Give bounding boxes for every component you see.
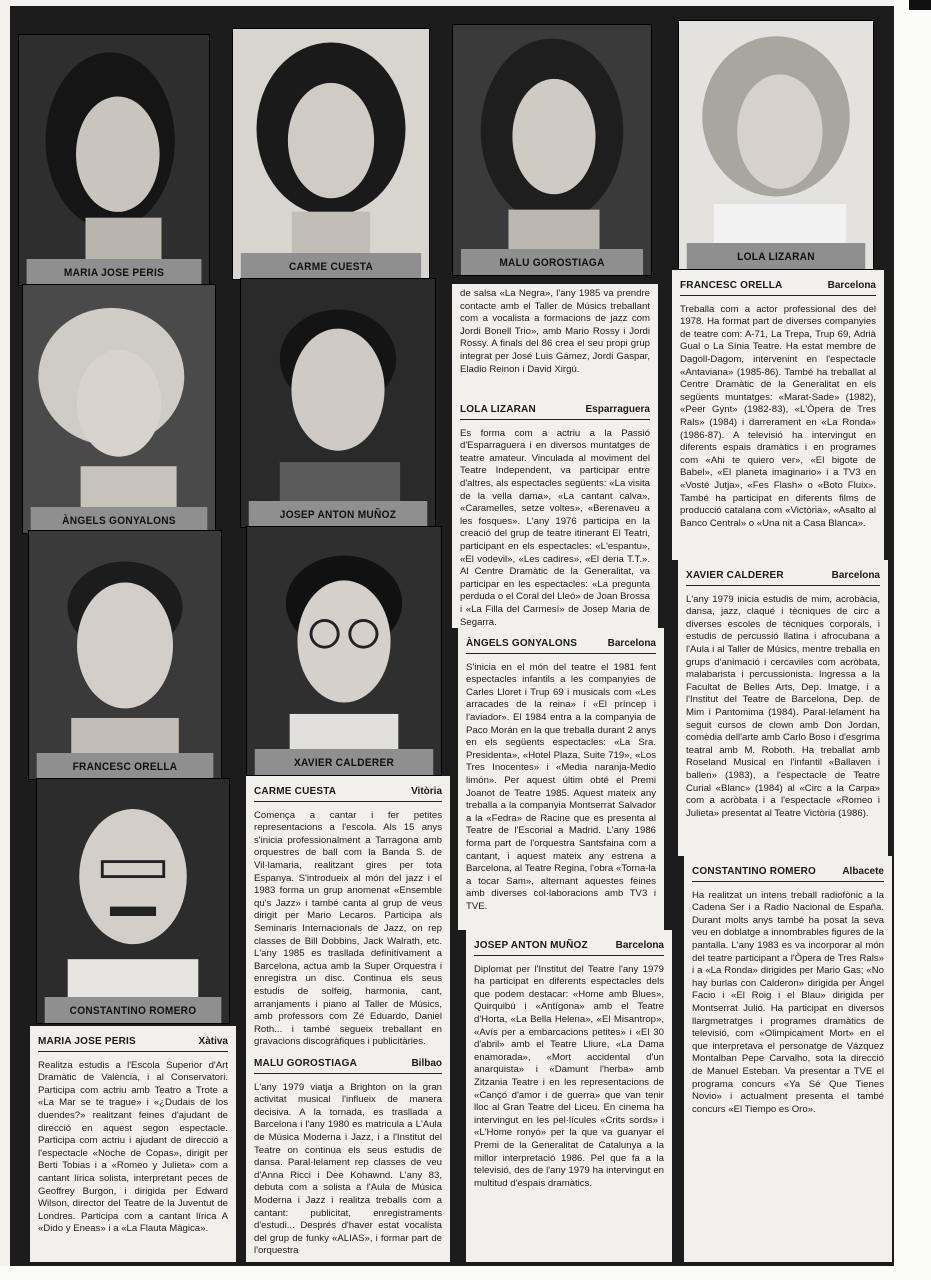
bio-city: Albacete [842, 866, 884, 877]
portrait-image [29, 531, 221, 779]
bio-text: S'inicia en el món del teatre el 1981 fent espectacles infantils a les companyies de Carles Lloret i Trup 69 i musicals com «Les arracades de la reina» i «El príncep i l'aviador». El 1984 entra a la companyia de Paco Morán en la que treballa durant 2 anys en els següents espectacles: «La Sra. Presidenta», «Hotel Plaza, Suite 719», «Los Tres Inocentes» i «Media naranja-Medio limón». Per aquest últim obté el Premi Joanot de Teatre 1985. Aquest mateix any treballa a la companyia Montserrat Salvador a la «Fedra» de Racine que es presenta al Teatre de l'Escorial a Madrid. L'any 1986 forma part de l'orquestra Santsfaina com a cantant, i aquest mateix any estrena a Barcelona, al Teatre Regina, l'obra «Torna-la a tocar Sam», alternant aquestes feines amb diverses col·laboracions amb TV3 i TVE. [466, 661, 656, 912]
photo-caption: XAVIER CALDERER [255, 749, 433, 775]
page-margin-bottom [0, 1266, 931, 1280]
bio-francesc-orella [672, 270, 884, 560]
bio-heading [254, 1058, 442, 1074]
photo-xavier-calderer [246, 526, 442, 776]
bio-city: Bilbao [411, 1058, 442, 1069]
photo-josep-anton-munoz [240, 278, 436, 528]
bio-name: ÀNGELS GONYALONS [466, 638, 578, 649]
bio-name: FRANCESC ORELLA [680, 280, 783, 291]
bio-name: MARIA JOSE PERIS [38, 1036, 136, 1047]
photo-constantino-romero [36, 778, 230, 1024]
bio-city: Esparraguera [585, 404, 650, 415]
photo-carme-cuesta [232, 28, 430, 280]
bio-text: L'any 1979 inicia estudis de mim, acrobàcia, dansa, jazz, claqué i tècniques de circ a diverses escoles de tècniques corporals, i estudis de percussió llatina i afrocubana a l'Aula i al Taller de Músics, mentre treballa en grups d'animació i cercaviles com acròbata, malabarista i percussionista. Ingressa a la Facultat de Belles Arts, Dep. Imatge, i a l'Institut del Teatre de Barcelona, Dep. de Mim i Pantomima (1984). Paral·lelament ha seguit cursos de clown amb Don Jordan, comèdia dell'arte amb Carlo Boso i d'esgrima teatral amb M. Roboth. Ha treballat amb Roseland Musical en l'infantil «Ballaven i ballen» (1983), a l'espectacle de Teatre Curial «Blanc» (1984) al «Circ a la Carpa» com a acròbata i a l'espectacle «Romeo i Julieta» presentat al Teatre Victòria (1986). [686, 593, 880, 819]
bio-xavier-calderer [678, 560, 888, 856]
photo-caption: MARIA JOSE PERIS [27, 259, 202, 285]
photo-malu-gorostiaga [452, 24, 652, 276]
photo-caption: MALU GOROSTIAGA [461, 249, 643, 275]
bio-name: MALU GOROSTIAGA [254, 1058, 357, 1069]
bio-city: Vitòria [411, 786, 442, 797]
portrait-image [679, 21, 873, 269]
bio-heading [38, 1036, 228, 1052]
bio-constantino-romero [684, 856, 892, 1262]
bio-heading [460, 404, 650, 420]
bio-angels-gonyalons [458, 628, 664, 930]
bio-city: Barcelona [827, 280, 876, 291]
photo-francesc-orella [28, 530, 222, 780]
bio-text: de salsa «La Negra», l'any 1985 va prendre contacte amb el Taller de Músics treballant com a vocalista a formacions de jazz com Jordi Bonell Trio», amb Mario Rossy i Jordi Rossy. A finals del 86 crea el seu propi grup integrat per José Luis Gámez, Jordi Gaspar, Eladio Reinon i David Xirgú. [460, 288, 650, 375]
bio-name: LOLA LIZARAN [460, 404, 536, 415]
bio-carme-cuesta [246, 776, 450, 1048]
bio-text: L'any 1979 viatja a Brighton on la gran activitat musical l'influeix de manera decisiva. A la tornada, es trasllada a Barcelona i l'any 1980 es matricula a L'Aula de Música Moderna i Jazz, i a l'Institut del Teatre on continua els seus estudis de dansa. Paral·lelament rep classes de veu d'Anna Ricci i Dee Kohawnd. L'any 83, debuta com a solista a l'Aula de Música Moderna i Jazz i realitza treballs com a cantant: publicitat, enregistraments d'estudi... Després d'haver estat vocalista del grup de funky «ALIAS», i formar part de l'orquestra [254, 1081, 442, 1257]
bio-city: Barcelona [615, 940, 664, 951]
photo-caption: CONSTANTINO ROMERO [45, 997, 222, 1023]
bio-josep-anton-munoz [466, 930, 672, 1262]
photo-angels-gonyalons [22, 284, 216, 534]
photo-caption: FRANCESC ORELLA [37, 753, 214, 779]
bio-lola-lizaran [452, 394, 658, 628]
bio-text: Comença a cantar i fer petites representacions a l'escola. Als 15 anys s'inicia professionalment a Tarragona amb orquestres de ball com la Banda S. de Vil·lamaria, realitzant gires per tota Espanya. S'introdueix al món del jazz i el 1983 forma un grup anomenat «Ensemble qu's Jazz» i també canta al grup de veus dirigit per Mario Lecaros. Participa als Seminaris Internacionals de Jazz, on rep classes de Bill Dobbins, Jack Walrath, etc. L'any 1985 es trasllada definitivament a Barcelona, actua amb la Super Orquestra i enregistra un disc. Continua els seus estudis de solfeig, harmonia, cant, arranjaments i piano al Taller de Músics, amb professors com Zé Eduardo, Daniel Roth... i també segueix treballant en gravacions discogràfiques i publicitàries. [254, 809, 442, 1048]
bio-name: XAVIER CALDERER [686, 570, 784, 581]
bio-heading [686, 570, 880, 586]
bio-heading [466, 638, 656, 654]
bio-heading [474, 940, 664, 956]
portrait-image [453, 25, 651, 275]
bio-name: JOSEP ANTON MUÑOZ [474, 940, 588, 951]
portrait-image [23, 285, 215, 533]
bio-heading [692, 866, 884, 882]
bio-text: Ha realitzat un intens treball radiofònic a la Cadena Ser i a Radio Nacional de España. Durant molts anys també ha posat la seva veu en doblatge a innombrables figures de la pantalla. L'any 1983 es va incorporar al món del teatre participant a l'Òpera de Tres Rals» i a «La Ronda» dirigides per Mario Gas; «No hay burlas con Calderon» dirigida per Àngel Facio i «El Roig i el Blau» dirigida per Montserrat Julió. Ha participat en diversos llargmetratges i programes dramàtics de televisió, com «Olimpicament Mort» en el que interpretava el personatge de Vázquez Montalban Pepe Carvalho, sota la direcció de Manuel Esteban. Va presentar a TVE el programa concurs «Ya Sé Que Tienes Novio» i actualment presenta el també concurs «El Tiempo es Oro». [692, 889, 884, 1115]
bio-maria-jose-peris [30, 1026, 236, 1262]
photo-maria-jose-peris [18, 34, 210, 286]
portrait-image [233, 29, 429, 279]
photo-caption: ÀNGELS GONYALONS [31, 507, 208, 533]
page-margin-right [894, 0, 931, 1280]
bio-city: Xàtiva [198, 1036, 228, 1047]
bio-text: Es forma com a actriu a la Passió d'Esparraguera i en diversos muntatges de teatre amateur. Vinculada al moviment del Teatre Independent, va participar entre d'altres, als espectacles següents: «La visita de la vella dama», «La cantant calva», «Caramelles, setze voltes», «Berenaveu a les fosques». L'any 1976 participa en la creació del grup de teatre itinerant El Teatri, participant en els espectacles: «L'espantu», «El vodevil», «Les cadires», «El deria T.T.». Al Centre Dramàtic de la Generalitat, va participar en les espectacles: «La pregunta perduda o el Coral del Lleó» de Joan Brossa i «La Filla del Carmesí» de Josep Maria de Segarra. [460, 427, 650, 628]
portrait-image [19, 35, 209, 285]
bio-heading [680, 280, 876, 296]
portrait-image [37, 779, 229, 1023]
bio-name: CONSTANTINO ROMERO [692, 866, 816, 877]
bio-malu-continued [452, 284, 658, 394]
bio-heading [254, 786, 442, 802]
photo-caption: JOSEP ANTON MUÑOZ [249, 501, 427, 527]
bio-name: CARME CUESTA [254, 786, 337, 797]
photo-caption: LOLA LIZARAN [687, 243, 865, 269]
photo-caption: CARME CUESTA [241, 253, 421, 279]
bio-city: Barcelona [831, 570, 880, 581]
portrait-image [241, 279, 435, 527]
bio-city: Barcelona [607, 638, 656, 649]
photo-lola-lizaran [678, 20, 874, 270]
bio-malu-gorostiaga [246, 1048, 450, 1262]
portrait-image [247, 527, 441, 775]
bio-text: Treballa com a actor professional des del 1978. Ha format part de diverses companyies de teatre com: A-71, La Trepa, Trup 69, Adrià Gual o La Sínia Teatre. Ha estat membre de Dagoll-Dagom, intervenint en l'espectacle «Antaviana» (1985-86). També ha treballat al Centre Dramàtic de la Generalitat en els següents muntatges: «Marat-Sade» (1982), «Peer Gynt» (1982-83), «L'Òpera de Tres Rals» (1984) i darrerament en «La Ronda» (1986-87). A televisió ha intervingut en diferents espais dramàtics i en programes com «Ahi te quiero ver», «El bigote de Babel», «El planeta imaginario» i a TV3 en «Vosté Jutja», «Fes Flash» o «Boto Fluix». També ha participat en diferents films de producció catalana com «Victòria», «Asalto al Banco Central» o «Una nit a Casa Blanca». [680, 303, 876, 529]
corner-mark [909, 0, 931, 10]
bio-text: Diplomat per l'Institut del Teatre l'any 1979 ha participat en diferents espectacles dels que podem destacar: «Home amb Blues», Quirquibú i «Antígona» amb el Teatre d'Horta, «La Bella Helena», «El Misantrop», «Avís per a embarcacions petites» i «El 30 d'abril» amb el Teatre Lliure, «La Dama enamorada», «Mort accidental d'un anarquista» i «Damunt l'herba» amb Zitzania Teatre i en les representacions de «Cançó d'amor i de guerra» que van tenir lloc al Gran Teatre del Liceu. En cinema ha intervingut en les pel·lícules «Crits sords» i «L'Home ronyó» per la que va guanyar el Premi de la Generalitat de Catalunya a la millor interpretació 1986. Pel que fa a la televisió, des de l'any 1979 ha intervingut en multitud d'espais dramàtics. [474, 963, 664, 1189]
bio-text: Realitza estudis a l'Escola Superior d'Art Dramàtic de València, i al Conservatori. Participa com actriu amb Teatro a Trote a «La Mar se te trague» i «¿Dudais de los duendes?» realitzant feines d'ajudant de direcció en aquest segon espectacle. Participa com actriu i ajudant de direcció a l'espectacle «Noche de Copas», dirigit per Berti Tobias i a «Romeo y Julieta» com a cantant lírica solista, interpretant peces de Geoffrey Burgon, i dirigida per Edward Wilson, director del Teatre de la Juventut de Londres. Participa com a cantant lírica A «Dido y Eneas» i a «La Flauta Màgica». [38, 1059, 228, 1235]
